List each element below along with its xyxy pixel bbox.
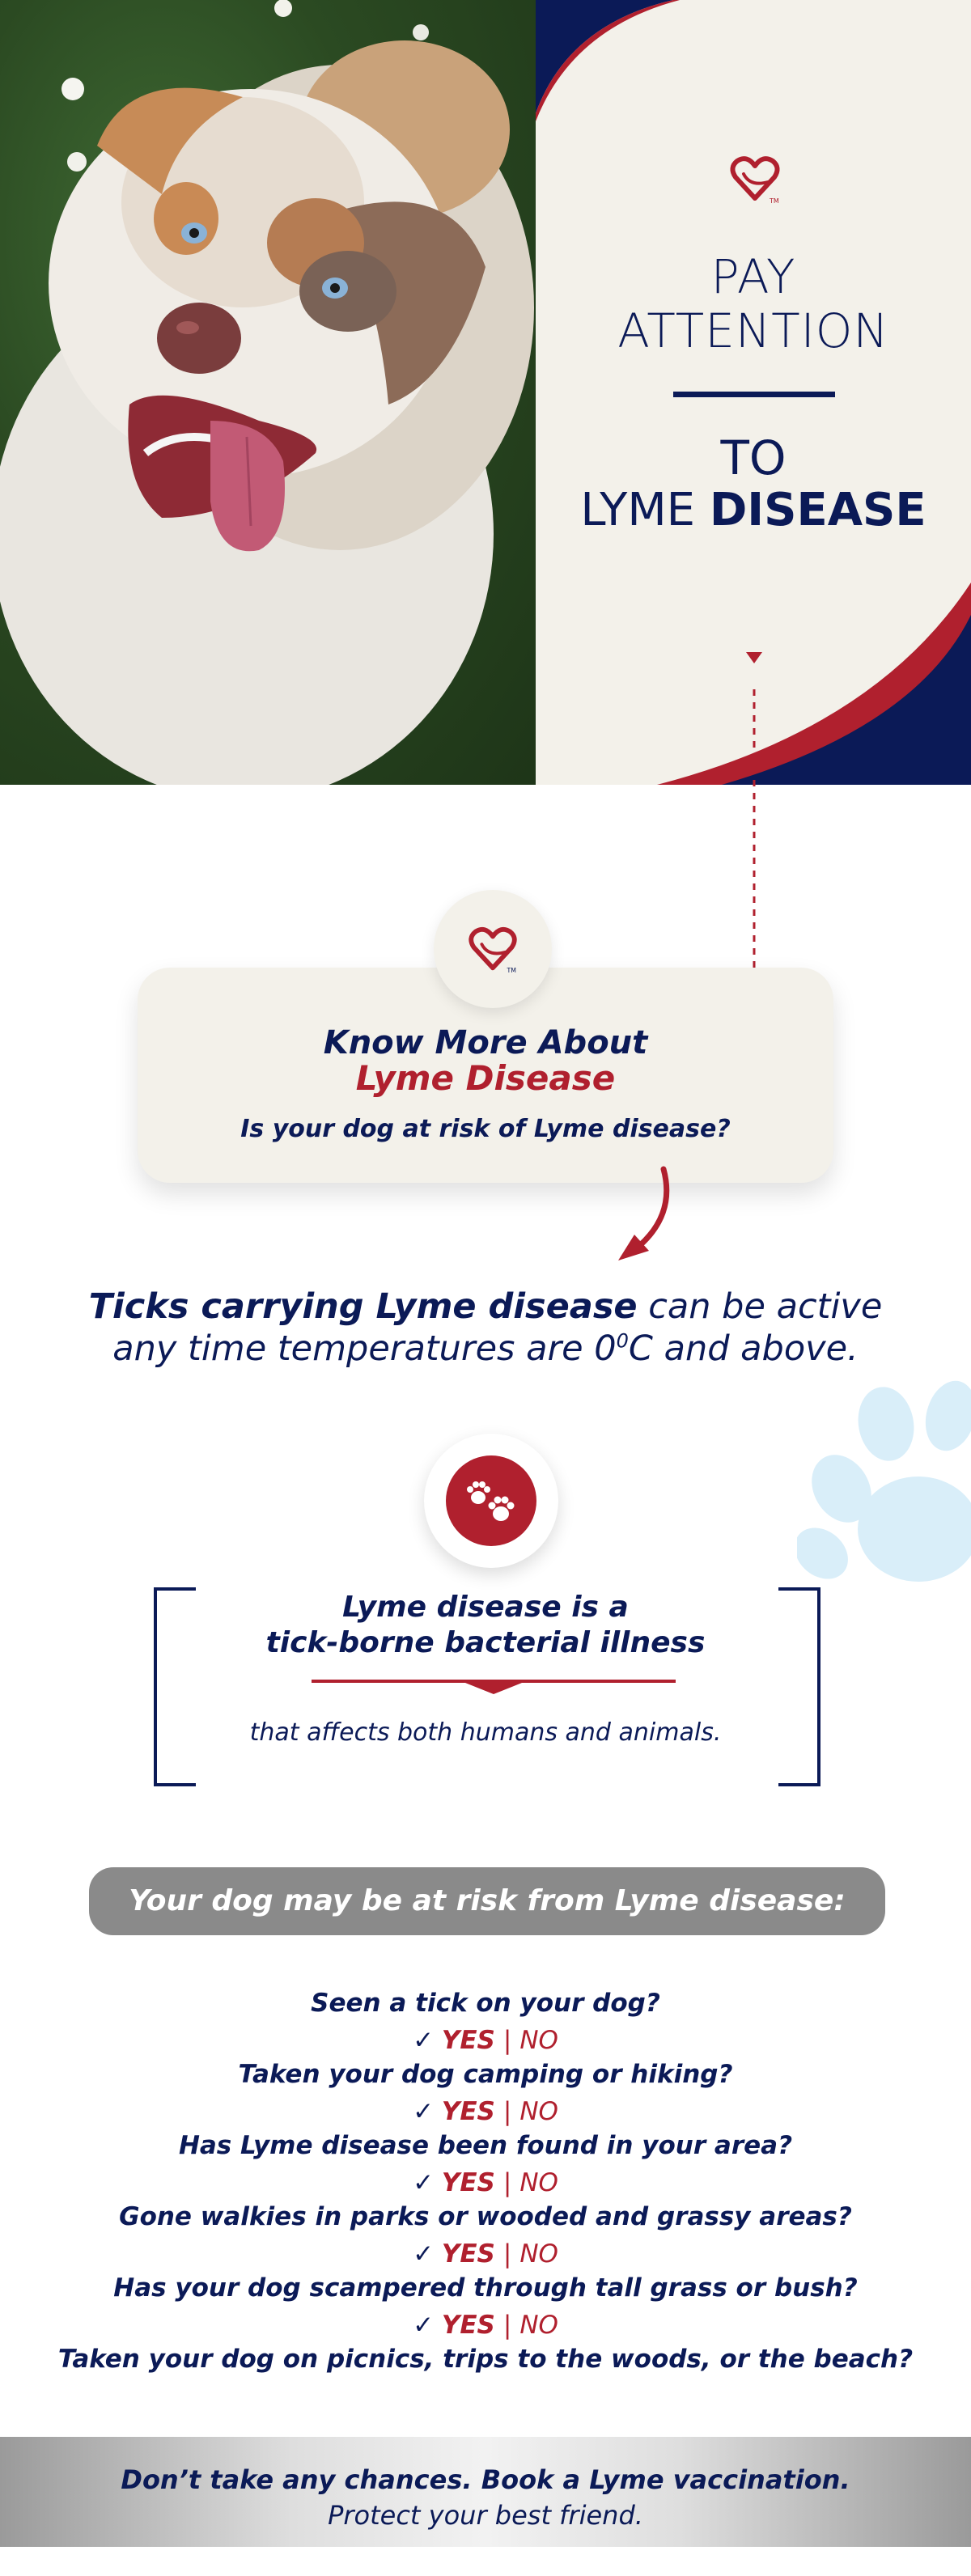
ticks-statement-line2 (81, 1328, 890, 1369)
question-6: Taken your dog on picnics, trips to the woods, or the beach? (57, 2345, 914, 2374)
hero-divider (673, 392, 835, 397)
ticks-statement-rest: can be active (637, 1286, 883, 1327)
question-3: Has Lyme disease been found in your area? (178, 2131, 793, 2160)
ticks-temp-a: any time temperatures are 0 (112, 1328, 617, 1369)
answer-no: NO (519, 2097, 558, 2126)
answer-4 (243, 2239, 728, 2269)
answer-yes: YES (441, 2239, 495, 2269)
svg-text:TM: TM (507, 967, 516, 975)
ticks-temp-degree: 0 (616, 1329, 629, 1353)
hero-title-lyme-disease (536, 484, 971, 536)
illness-subtext: that affects both humans and animals. (249, 1718, 722, 1747)
illness-divider-pointer (461, 1681, 526, 1694)
question-5: Has your dog scampered through tall grass or bush? (113, 2273, 858, 2303)
ticks-statement-bold: Ticks carrying Lyme disease (88, 1286, 638, 1327)
question-2: Taken your dog camping or hiking? (238, 2060, 733, 2089)
answer-separator: | (502, 2097, 512, 2126)
paw-prints-icon (460, 1470, 522, 1532)
heart-logo-icon (726, 150, 784, 208)
ticks-statement-line1 (81, 1286, 890, 1327)
hero-title-pay: PAY (710, 249, 796, 304)
risk-header: Your dog may be at risk from Lyme disease: (89, 1867, 885, 1935)
dotted-arrow-icon (744, 647, 764, 1011)
footer-tagline: Protect your best friend. (328, 2500, 643, 2531)
check-icon: ✓ (413, 2311, 435, 2340)
hero-title-attention: ATTENTION (617, 303, 889, 358)
question-1: Seen a tick on your dog? (311, 1989, 660, 2018)
answer-yes: YES (441, 2311, 495, 2340)
heart-logo-icon (464, 921, 521, 977)
answer-separator: | (502, 2311, 512, 2340)
answer-no: NO (519, 2026, 558, 2055)
illness-heading-line2: tick-borne bacterial illness (265, 1626, 706, 1659)
hero-title-to: TO (720, 430, 787, 485)
right-bracket (778, 1587, 820, 1786)
answer-separator: | (502, 2239, 512, 2269)
know-more-title-highlight: Lyme Disease (355, 1058, 616, 1098)
dog-illustration (0, 0, 536, 785)
answer-no: NO (519, 2239, 558, 2269)
hero-title-lyme: LYME (580, 484, 710, 536)
svg-text:TM: TM (770, 197, 779, 205)
check-icon: ✓ (413, 2239, 435, 2269)
left-bracket (154, 1587, 196, 1786)
answer-yes: YES (441, 2168, 495, 2197)
answer-5 (243, 2311, 728, 2340)
paw-print-decoration-icon (797, 1367, 971, 1594)
footer-cta: Don’t take any chances. Book a Lyme vaccination. (121, 2464, 850, 2495)
check-icon: ✓ (413, 2026, 435, 2055)
know-more-title: Know More About (323, 1024, 648, 1061)
answer-no: NO (519, 2311, 558, 2340)
hero-section (0, 0, 971, 785)
footer-banner (0, 2437, 971, 2547)
illness-heading-line1: Lyme disease is a (342, 1591, 629, 1624)
curved-arrow-icon (607, 1165, 688, 1270)
question-4: Gone walkies in parks or wooded and grassy areas? (119, 2202, 852, 2231)
heart-badge (434, 890, 552, 1008)
dog-photo (0, 0, 536, 785)
check-icon: ✓ (413, 2097, 435, 2126)
check-icon: ✓ (413, 2168, 435, 2197)
ticks-temp-b: C and above. (628, 1328, 859, 1369)
answer-separator: | (502, 2168, 512, 2197)
paw-badge (424, 1434, 558, 1568)
answer-yes: YES (441, 2097, 495, 2126)
answer-separator: | (502, 2026, 512, 2055)
know-more-question: Is your dog at risk of Lyme disease? (240, 1115, 731, 1143)
answer-no: NO (519, 2168, 558, 2197)
answer-2 (243, 2097, 728, 2126)
answer-yes: YES (441, 2026, 495, 2055)
hero-title-disease: DISEASE (709, 484, 926, 536)
answer-1 (243, 2026, 728, 2055)
answer-3 (243, 2168, 728, 2197)
